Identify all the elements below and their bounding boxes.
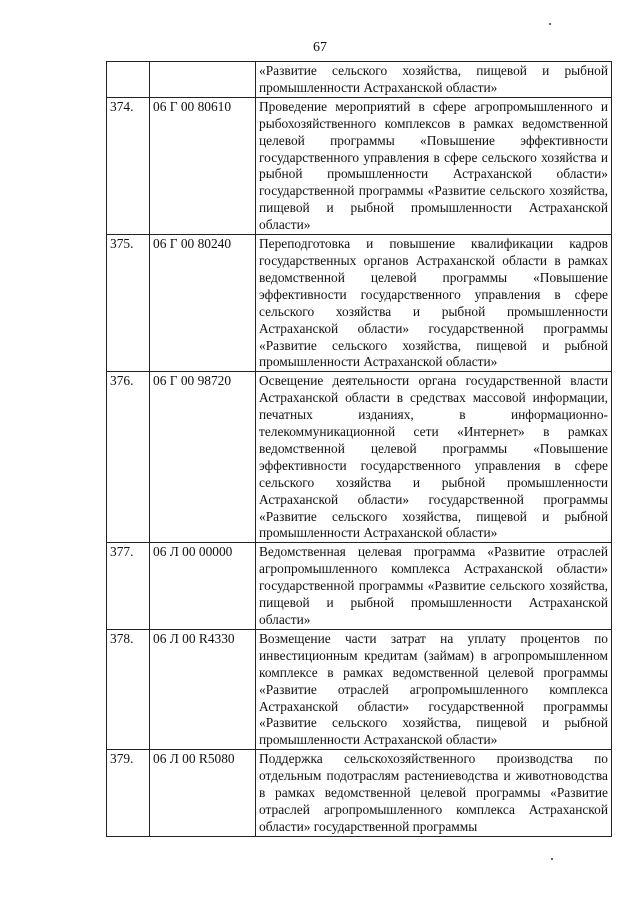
table-row (107, 97, 612, 234)
classification-table (106, 61, 612, 837)
table-row (107, 62, 612, 98)
table-row (107, 372, 612, 543)
row-description: Ведомственная целевая программа «Развитие отраслей агропромышленного комплекса Астраханской области» государственной программы «Развитие сельского хозяйства, пищевой и рыбной промышленности Астраханской области» (256, 543, 612, 630)
row-number (107, 62, 150, 98)
row-code: 06 Г 00 98720 (150, 372, 256, 543)
table-row (107, 543, 612, 630)
row-description: Освещение деятельности органа государственной власти Астраханской области в средствах массовой информации, печатных изданиях, в информационно-телекоммуникационной сети «Интернет» в рамках ведомственной целевой программы «Повышение эффективности государственного управления в сфере сельского хозяйства и рыбной промышленности Астраханской области» государственной программы «Развитие сельского хозяйства, пищевой и рыбной промышленности Астраханской области» (256, 372, 612, 543)
row-number: 379. (107, 750, 150, 837)
row-description: Переподготовка и повышение квалификации кадров государственных органов Астраханской области в рамках ведомственной целевой программы «Повышение эффективности государственного управления в сфере сельского хозяйства и рыбной промышленности Астраханской области» государственной программы «Развитие сельского хозяйства, пищевой и рыбной промышленности Астраханской области» (256, 235, 612, 372)
scan-speck (551, 858, 553, 860)
row-number: 376. (107, 372, 150, 543)
row-code: 06 Л 00 00000 (150, 543, 256, 630)
scan-speck (549, 23, 551, 25)
row-code: 06 Л 00 R4330 (150, 629, 256, 749)
row-number: 375. (107, 235, 150, 372)
row-number: 374. (107, 97, 150, 234)
row-code (150, 62, 256, 98)
table-row (107, 235, 612, 372)
row-description: Поддержка сельскохозяйственного производства по отдельным подотраслям растениеводства и животноводства в рамках ведомственной целевой программы «Развитие отраслей агропромышленного комплекса Астраханской области» государственной программы (256, 750, 612, 837)
page-number: 67 (313, 40, 327, 55)
row-code: 06 Л 00 R5080 (150, 750, 256, 837)
row-code: 06 Г 00 80240 (150, 235, 256, 372)
table-row (107, 750, 612, 837)
row-description: Возмещение части затрат на уплату процентов по инвестиционным кредитам (займам) в агропромышленном комплексе в рамках ведомственной целевой программы «Развитие отраслей агропромышленного комплекса Астраханской области» государственной программы «Развитие сельского хозяйства, пищевой и рыбной промышленности Астраханской области» (256, 629, 612, 749)
table-row (107, 629, 612, 749)
row-code: 06 Г 00 80610 (150, 97, 256, 234)
row-description: Проведение мероприятий в сфере агропромышленного и рыбохозяйственного комплексов в рамках ведомственной целевой программы «Повышение эффективности государственного управления в сфере сельского хозяйства и рыбной промышленности Астраханской области» государственной программы «Развитие сельского хозяйства, пищевой и рыбной промышленности Астраханской области» (256, 97, 612, 234)
row-description: «Развитие сельского хозяйства, пищевой и рыбной промышленности Астраханской области» (256, 62, 612, 98)
row-number: 377. (107, 543, 150, 630)
row-number: 378. (107, 629, 150, 749)
